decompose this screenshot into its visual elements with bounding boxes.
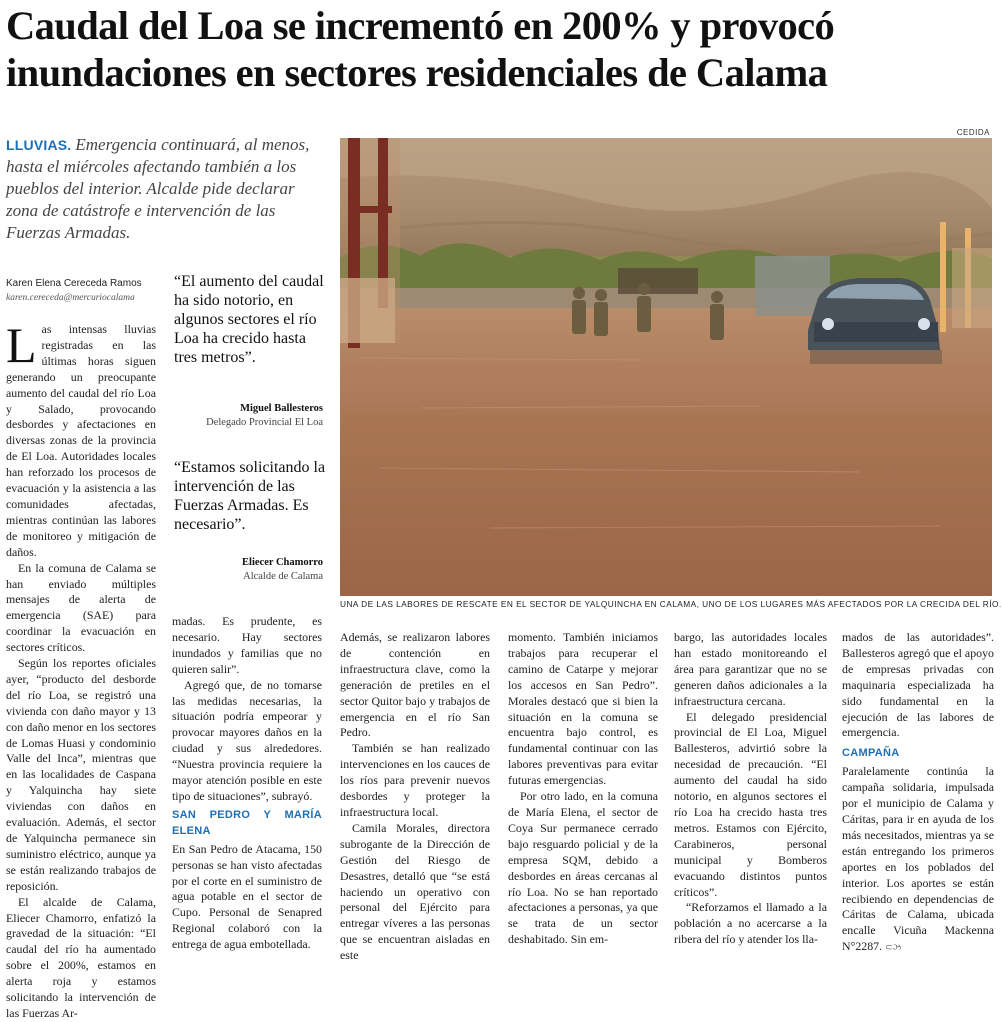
- flood-photo-illustration: [340, 138, 992, 596]
- body-column-3: [340, 630, 490, 964]
- body-paragraph: Según los reportes oficiales ayer, “producto del desborde del río Loa, se registró una vivienda con daño mayor y 13 con daño menor en los sectores de Lomas Huasi y condominio Valle del Inca”, mientras que en las localidades de Caspana y Yalquincha hay siete viviendas con daños en evaluación. Además, el sector de Yalquincha permanece sin suministro eléctrico, aunque ya se están realizando trabajos de reposición.: [6, 656, 156, 893]
- body-column-6: [842, 630, 994, 956]
- body-paragraph: También se han realizado intervenciones en los cauces de los ríos para prevenir nuevos desbordes y proteger la infraestructura local.: [340, 741, 490, 819]
- drop-cap: L: [6, 317, 37, 373]
- lead-paragraph: [6, 134, 328, 244]
- body-paragraph: Agregó que, de no tomarse las medidas necesarias, la situación podría empeorar y provocar mayores daños en la ciudad y sus alrededores. “Nuestra provincia requiere la mayor atención posible en este tipo de situaciones”, subrayó.: [172, 677, 322, 803]
- lead-kicker: LLUVIAS.: [6, 137, 72, 153]
- pull-quote-1: “El aumento del caudal ha sido notorio, en algunos sectores el río Loa ha crecido hasta tres metros”.: [174, 273, 324, 366]
- body-paragraph: bargo, las autoridades locales han estado monitoreando el área para garantizar que no se generen daños adicionales a la infraestructura cercana.: [674, 630, 827, 708]
- body-column-4: [508, 630, 658, 948]
- body-paragraph: El delegado presidencial provincial de El Loa, Miguel Ballesteros, advirtió sobre la necesidad de precaución. “El aumento del caudal ha sido notorio, en algunos sectores el río Loa ha crecido hasta tres metros. Estamos con Ejército, Carabineros, personal municipal y Bomberos evacuando distintos puntos críticos”.: [674, 709, 827, 899]
- body-column-2: [172, 614, 322, 953]
- headline: Caudal del Loa se incrementó en 200% y provocó inundaciones en sectores residenciales de Calama: [6, 3, 835, 95]
- pull-quote-1-attribution: [174, 402, 323, 430]
- subheading-campana: CAMPAÑA: [842, 747, 900, 760]
- quote-2-role: Alcalde de Calama: [243, 571, 323, 582]
- byline: [6, 278, 166, 303]
- body-paragraph: Por otro lado, en la comuna de María Elena, el sector de Coya Sur permanece cerrado bajo resguardo policial y de la empresa SQM, debido a desbordes en áreas cercanas al río Loa. No se han reportado afectaciones a personas, ya que se trata de un sector deshabitado. Sin em-: [508, 789, 658, 947]
- body-paragraph: madas. Es prudente, es necesario. Hay sectores inundados y familias que no quieren salir”.: [172, 614, 322, 676]
- end-mark-icon: ⊂ઝ: [885, 942, 902, 953]
- flood-photo: [340, 138, 992, 596]
- body-paragraph: mados de las autoridades”. Ballesteros agregó que el apoyo de empresas privadas con maquinaria especializada ha sido fundamental en la ejecución de las labores de emergencia.: [842, 630, 994, 740]
- body-paragraph: Camila Morales, directora subrogante de la Dirección de Gestión del Riesgo de Desastres, detalló que “se está haciendo un operativo con personal del Ejército para entregar víveres a las personas que se encuentran aisladas en este: [340, 820, 490, 963]
- quote-1-name: Miguel Ballesteros: [240, 403, 323, 414]
- body-column-1: [6, 317, 156, 1022]
- body-text: Paralelamente continúa la campaña solidaria, impulsada por el municipio de Calama y Cáritas, para ir en ayuda de los más necesitados, mientras ya se están entregando los primeros aportes en los poblados del interior. Los aportes se están recibiendo en dependencias de Cáritas de Calama, ubicada encalle Vicuña Mackenna N°2287.: [842, 764, 994, 954]
- pull-quote-2-attribution: [174, 556, 323, 584]
- pull-quote-2: “Estamos solicitando la intervención de las Fuerzas Armadas. Es necesario”.: [174, 459, 326, 533]
- body-column-5: [674, 630, 827, 948]
- body-paragraph: “Reforzamos el llamado a la población a no acercarse a la ribera del río y atender los lla-: [674, 900, 827, 947]
- body-paragraph: En San Pedro de Atacama, 150 personas se han visto afectadas por el corte en el suministro de agua potable en el sector de Cupo. Personal de Senapred Regional colaboró con la entrega de agua embotellada.: [172, 841, 322, 952]
- body-text: as intensas lluvias registradas en las últimas horas siguen generando un preocupante aumento del caudal del río Loa y Salado, provocando desbordes y afectaciones en diversas zonas de la provincia de El Loa. Autoridades locales han reforzado los procesos de evacuación y la asistencia a las comunidades afectadas, mientras continúan las labores de monitoreo y mitigación de daños.: [6, 322, 156, 559]
- quote-1-role: Delegado Provincial El Loa: [206, 417, 323, 428]
- author-name: Karen Elena Cereceda Ramos: [6, 278, 142, 289]
- photo-credit: CEDIDA: [956, 128, 990, 137]
- quote-2-name: Eliecer Chamorro: [242, 557, 323, 568]
- body-paragraph: [6, 317, 156, 561]
- body-paragraph: En la comuna de Calama se han enviado múltiples mensajes de alerta de emergencia (SAE) para coordinar la evacuación en sectores críticos.: [6, 560, 156, 655]
- body-paragraph: Además, se realizaron labores de contención en infraestructura clave, como la generación de pretiles en el sector Quitor bajo y trabajos de emergencia en el río San Pedro.: [340, 630, 490, 740]
- author-email: karen.cereceda@mercuriocalama: [6, 293, 135, 303]
- body-paragraph: El alcalde de Calama, Eliecer Chamorro, enfatizó la gravedad de la situación: “El caudal del río ha aumentado sobre el 200%, estamos en alerta roja y estamos solicitando la intervención de las Fuerzas Ar-: [6, 894, 156, 1020]
- lead-text: Emergencia continuará, al menos, hasta el miércoles afectando también a los pueblos del interior. Alcalde pide declarar zona de catástrofe e intervención de las Fuerzas Armadas.: [6, 135, 310, 242]
- body-paragraph: [842, 764, 994, 956]
- photo-caption: UNA DE LAS LABORES DE RESCATE EN EL SECTOR DE YALQUINCHA EN CALAMA, UNO DE LOS LUGARES MÁS AFECTADOS POR LA CRECIDA DEL RÍO.: [340, 599, 1002, 609]
- body-paragraph: momento. También iniciamos trabajos para recuperar el camino de Catarpe y mejorar los accesos en San Pedro”. Morales destacó que si bien la situación en la comuna se encuentra bajo control, es fundamental continuar con las labores preventivas para evitar futuras emergencias.: [508, 630, 658, 788]
- subheading-san-pedro: SAN PEDRO Y MARÍA ELENA: [172, 808, 322, 837]
